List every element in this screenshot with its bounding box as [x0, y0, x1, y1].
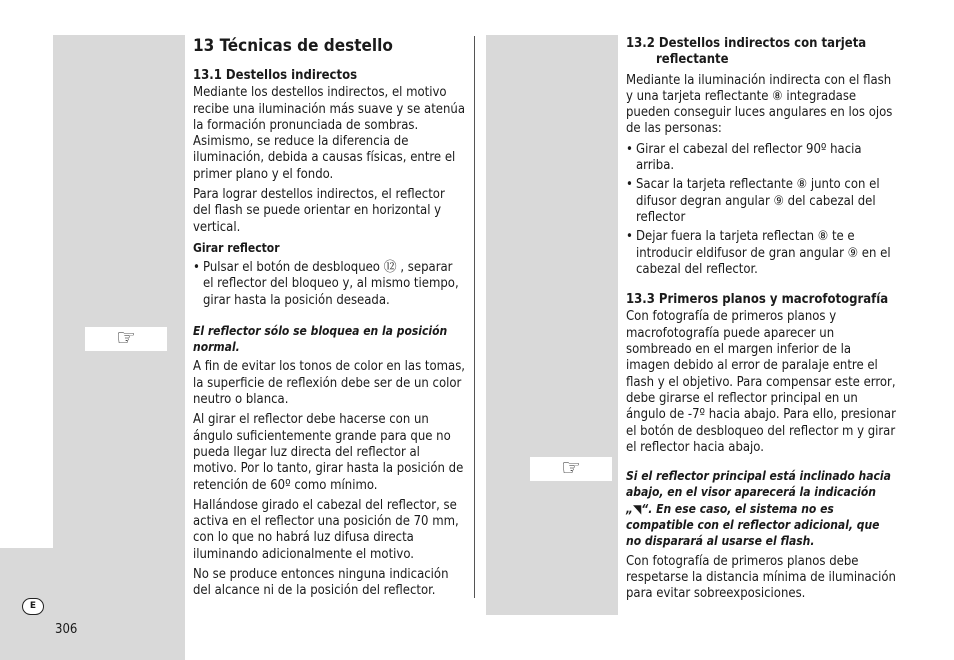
list-item: • Dejar fuera la tarjeta reflectan ⑧ te e introducir eldifusor de gran angular ⑨ en el cabezal del reflector. [626, 229, 896, 278]
paragraph: Al girar el reflector debe hacerse con un ángulo suficientemente grande para que no pueda llegar luz directa del reflector al motivo. Por lo tanto, girar hasta la posición de retención de 60º como mínimo. [193, 412, 464, 493]
paragraph: Mediante los destellos indirectos, el motivo recibe una iluminación más suave y se atenúa la formación pronunciada de sombras. Asimismo, se reduce la diferencia de iluminación, debida a causas físicas, entre el primer plano y el fondo. [193, 85, 465, 182]
right-margin-bar [486, 35, 618, 615]
column-separator [474, 36, 475, 598]
note-text: El reflector sólo se bloquea en la posición normal. [193, 323, 448, 355]
bullet-list [193, 260, 465, 309]
right-column [626, 36, 896, 607]
pointing-hand-icon: ☞ [561, 456, 581, 481]
bullet-list [626, 142, 896, 278]
list-item: • Sacar la tarjeta reflectante ⑧ junto con el difusor degran angular ⑨ del cabezal del reflector [626, 177, 896, 226]
left-column [193, 36, 465, 604]
subheading-girar-reflector: Girar reflector [193, 240, 280, 255]
page-title: 13 Técnicas de destello [193, 36, 393, 56]
pointing-hand-icon: ☞ [116, 326, 136, 351]
note-box-right [530, 457, 612, 481]
section-heading-13-3: 13.3 Primeros planos y macrofotografía [626, 292, 889, 308]
paragraph: Para lograr destellos indirectos, el reflector del flash se puede orientar en horizontal y vertical. [193, 187, 445, 235]
list-item: • Pulsar el botón de desbloqueo ⑫ , separar el reflector del bloqueo y, al mismo tiempo, girar hasta la posición deseada. [193, 260, 465, 309]
paragraph: No se produce entonces ninguna indicación del alcance ni de la posición del reflector. [193, 567, 449, 599]
note-box-left [85, 327, 167, 351]
list-item: • Girar el cabezal del reflector 90º hacia arriba. [626, 142, 896, 175]
paragraph: Con fotografía de primeros planos debe respetarse la distancia mínima de iluminación para evitar sobreexposiciones. [626, 553, 896, 602]
paragraph: Mediante la iluminación indirecta con el flash y una tarjeta reflectante ⑧ integradase pueden conseguir luces angulares en los ojos de las personas: [626, 72, 893, 137]
paragraph: A fin de evitar los tonos de color en las tomas, la superficie de reflexión debe ser de un color neutro o blanca. [193, 359, 466, 408]
language-badge: E [22, 598, 44, 615]
note-text: Si el reflector principal está inclinado hacia abajo, en el visor aparecerá la indicación „◥“. En ese caso, el sistema no es compatible con el reflector adicional, que no disparará al usarse el flash. [626, 469, 891, 549]
page-number: 306 [55, 622, 78, 637]
section-heading-13-2: 13.2 Destellos indirectos con tarjeta reflectante [626, 36, 867, 68]
paragraph: Con fotografía de primeros planos y macrofotografía puede aparecer un sombreado en el margen inferior de la imagen debido al error de paralaje entre el flash y el objetivo. Para compensar este error, debe girarse el reflector principal en un ángulo de -7º hacia abajo. Para ello, presionar el botón de desbloqueo del reflector m y girar el reflector hacia abajo. [626, 309, 896, 455]
paragraph: Hallándose girado el cabezal del reflector, se activa en el reflector una posición de 70 mm, con lo que no habrá luz difusa directa iluminando adicionalmente el motivo. [193, 497, 459, 562]
section-heading-13-1: 13.1 Destellos indirectos [193, 68, 358, 83]
